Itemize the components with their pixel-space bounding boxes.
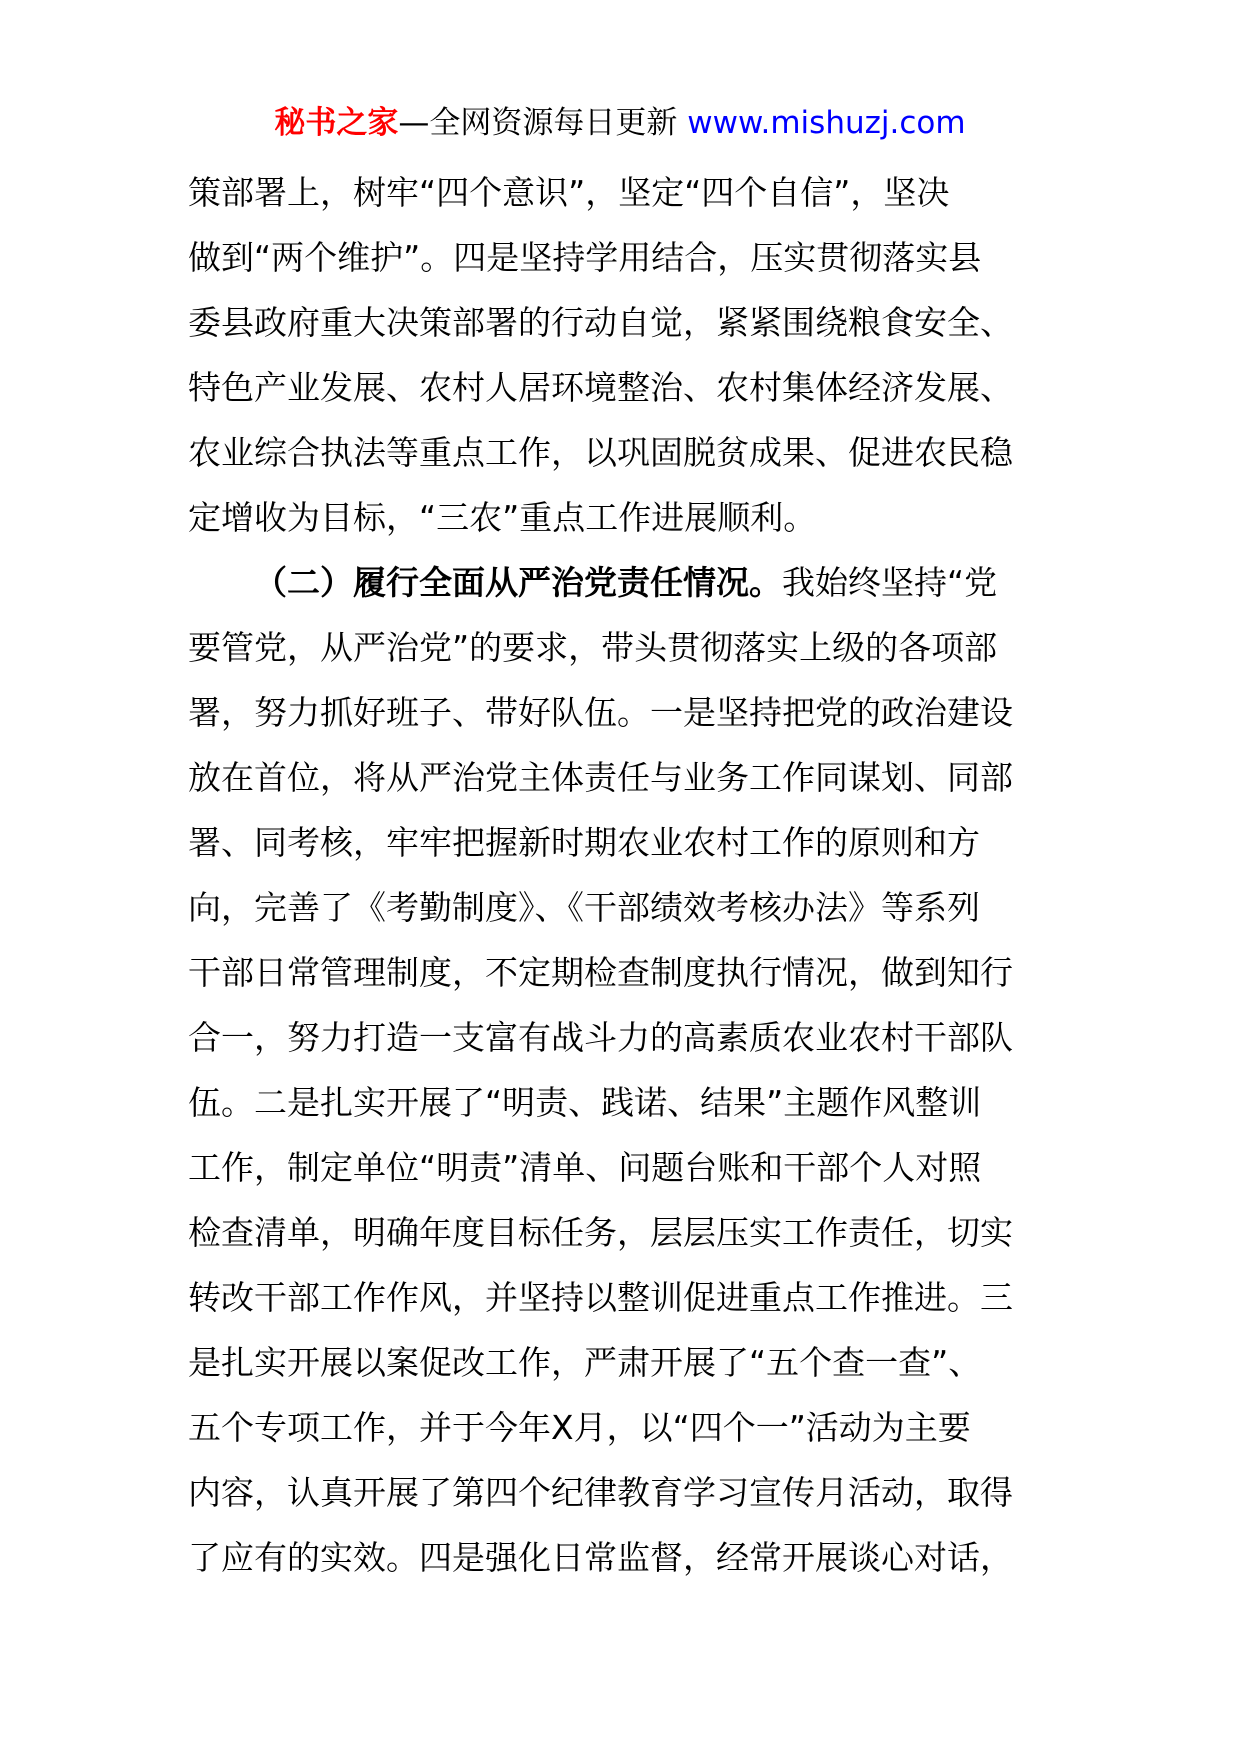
paragraph-line: 检查清单，明确年度目标任务，层层压实工作责任，切实 — [188, 1213, 1013, 1252]
page-header — [0, 100, 1240, 146]
paragraph-line: 放在首位，将从严治党主体责任与业务工作同谋划、同部 — [188, 758, 1013, 797]
section-first-line — [188, 550, 1056, 615]
brand-name: 秘书之家 — [274, 105, 399, 141]
paragraph-line: 伍。二是扎实开展了“明责、践诺、结果”主题作风整训 — [188, 1083, 982, 1122]
section-heading: （二）履行全面从严治党责任情况。 — [254, 563, 782, 602]
header-tagline: —全网资源每日更新 — [398, 105, 678, 141]
paragraph-line: 是扎实开展以案促改工作，严肃开展了“五个查一查”、 — [188, 1343, 982, 1382]
paragraph-line: 做到“两个维护”。四是坚持学用结合，压实贯彻落实县 — [188, 238, 982, 277]
paragraph-line: 委县政府重大决策部署的行动自觉，紧紧围绕粮食安全、 — [188, 303, 1013, 342]
paragraph-line: 特色产业发展、农村人居环境整治、农村集体经济发展、 — [188, 368, 1013, 407]
paragraph-line: 要管党，从严治党”的要求，带头贯彻落实上级的各项部 — [188, 628, 998, 667]
paragraph-line: 内容，认真开展了第四个纪律教育学习宣传月活动，取得 — [188, 1473, 1013, 1512]
paragraph-line: 署、同考核，牢牢把握新时期农业农村工作的原则和方 — [188, 823, 980, 862]
paragraph-line: 定增收为目标，“三农”重点工作进展顺利。 — [188, 498, 817, 537]
paragraph-line: 干部日常管理制度，不定期检查制度执行情况，做到知行 — [188, 953, 1013, 992]
section-first-line-text: 我始终坚持“党 — [782, 563, 998, 602]
paragraph-line: 转改干部工作作风，并坚持以整训促进重点工作推进。三 — [188, 1278, 1013, 1317]
paragraph-line: 策部署上，树牢“四个意识”，坚定“四个自信”，坚决 — [188, 173, 950, 212]
site-url-link[interactable]: www.mishuzj.com — [687, 105, 966, 141]
paragraph-line: 了应有的实效。四是强化日常监督，经常开展谈心对话， — [188, 1538, 1013, 1577]
paragraph-line: 农业综合执法等重点工作，以巩固脱贫成果、促进农民稳 — [188, 433, 1013, 472]
paragraph-line: 五个专项工作，并于今年X月，以“四个一”活动为主要 — [188, 1408, 971, 1447]
paragraph-line: 署，努力抓好班子、带好队伍。一是坚持把党的政治建设 — [188, 693, 1013, 732]
paragraph-line: 工作，制定单位“明责”清单、问题台账和干部个人对照 — [188, 1148, 982, 1187]
document-body — [188, 160, 1056, 1590]
paragraph-line: 向，完善了《考勤制度》、《干部绩效考核办法》等系列 — [188, 888, 980, 927]
paragraph-line: 合一，努力打造一支富有战斗力的高素质农业农村干部队 — [188, 1018, 1013, 1057]
